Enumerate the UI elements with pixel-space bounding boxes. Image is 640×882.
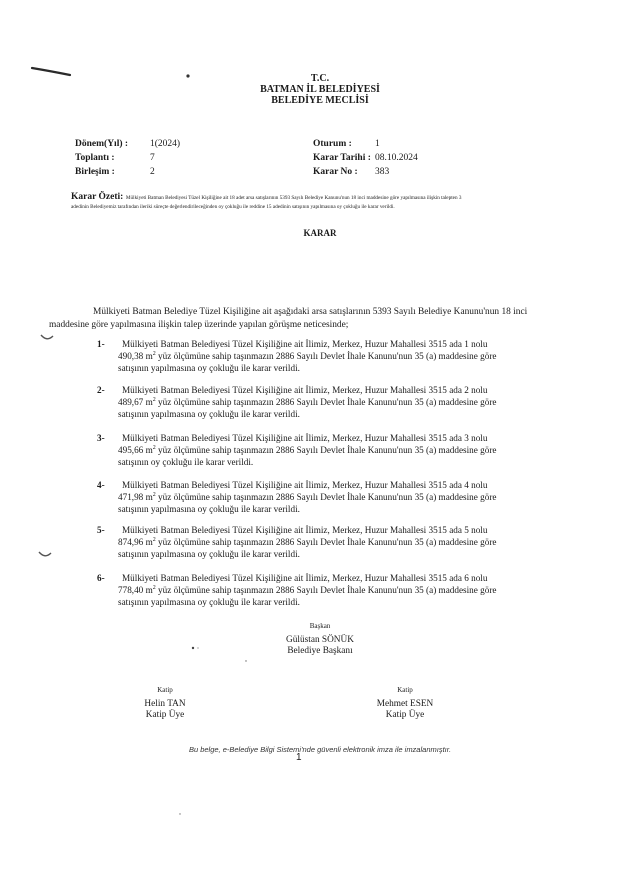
e-signature-note: Bu belge, e-Belediye Bilgi Sistemi'nde güvenli elektronik imza ile imzalanmıştır. — [188, 745, 452, 754]
item-number: 2- — [97, 385, 105, 395]
item-line3: satışının oy çokluğu ile karar verildi. — [118, 457, 254, 468]
item-area: 495,66 m — [118, 445, 153, 456]
binder-hole-mark-2 — [37, 550, 53, 560]
item-number: 6- — [97, 573, 105, 583]
item-line1: Mülkiyeti Batman Belediyesi Tüzel Kişiliğine ait İlimiz, Merkez, Huzur Mahallesi 3515 ada 2 nolu — [122, 385, 488, 395]
donem-value: 1(2024) — [150, 139, 181, 149]
item-area-superscript: 2 — [152, 585, 156, 592]
item-line2: yüz ölçümüne sahip taşınmazın 2886 Sayılı Devlet İhale Kanunu'nun 35 (a) maddesine göre — [155, 492, 497, 503]
item-number: 1- — [97, 339, 105, 349]
donem-label: Dönem(Yıl) : — [75, 139, 129, 149]
decision-title: KARAR — [303, 228, 337, 238]
item-area-superscript: 2 — [152, 492, 156, 499]
item-area: 874,96 m — [118, 537, 153, 548]
oturum-value: 1 — [375, 139, 380, 149]
item-area: 778,40 m — [118, 585, 153, 596]
clerk2-title: Katip Üye — [385, 710, 425, 720]
decision-item-2 — [97, 384, 567, 421]
item-number: 5- — [97, 525, 105, 535]
karar-no-label: Karar No : — [313, 167, 358, 177]
clerk1-signature-block — [110, 685, 220, 722]
decision-summary-label: Karar Özeti: — [71, 192, 124, 202]
karar-no-value: 383 — [375, 167, 390, 177]
header-municipality: BATMAN İL BELEDİYESİ — [260, 84, 380, 95]
clerk2-name: Mehmet ESEN — [376, 698, 434, 709]
clerk1-title: Katip Üye — [145, 710, 185, 720]
karar-tarihi-value: 08.10.2024 — [375, 153, 418, 163]
clerk1-role: Katip — [157, 686, 173, 694]
item-line1: Mülkiyeti Batman Belediyesi Tüzel Kişiliğine ait İlimiz, Merkez, Huzur Mahallesi 3515 ada 3 nolu — [122, 433, 488, 443]
item-line2: yüz ölçümüne sahip taşınmazın 2886 Sayılı Devlet İhale Kanunu'nun 35 (a) maddesine göre — [155, 537, 497, 548]
birlesim-value: 2 — [150, 167, 155, 177]
item-line3: satışının yapılmasına oy çokluğu ile karar verildi. — [118, 597, 300, 608]
clerk2-signature-block — [350, 685, 460, 722]
item-line1: Mülkiyeti Batman Belediyesi Tüzel Kişiliğine ait İlimiz, Merkez, Huzur Mahallesi 3515 ada 4 nolu — [122, 480, 488, 490]
decision-item-4 — [97, 479, 567, 516]
clerk1-name: Helin TAN — [144, 698, 186, 709]
item-number: 3- — [97, 433, 105, 443]
item-line2: yüz ölçümüne sahip taşınmazın 2886 Sayılı Devlet İhale Kanunu'nun 35 (a) maddesine göre — [155, 585, 497, 596]
item-line3: satışının yapılmasına oy çokluğu ile karar verildi. — [118, 549, 300, 560]
toplanti-value: 7 — [150, 153, 155, 163]
decision-summary-line1: Mülkiyeti Batman Belediyesi Tüzel Kişiliğine ait 18 adet arsa satışlarının 5393 Sayılı Belediye Kanunu'nun 18 inci maddesine göre yapılmasına ilişkin talepten 3 — [125, 195, 462, 201]
oturum-label: Oturum : — [313, 139, 352, 149]
president-role: Başkan — [309, 622, 331, 630]
scan-dot-small — [244, 659, 248, 663]
item-line3: satışının yapılmasına oy çokluğu ile karar verildi. — [118, 504, 300, 515]
item-area: 471,98 m — [118, 492, 153, 503]
decision-summary-line2: adedinin Belediyemiz tarafından ileriki süreçte değerlendirileceğinden oy çokluğu ile reddine 15 adedinin satışının yapılmasına oy çokluğu ile karar verildi. — [71, 204, 395, 210]
header-council: BELEDİYE MECLİSİ — [271, 95, 369, 106]
item-area: 489,67 m — [118, 397, 153, 408]
item-line2: yüz ölçümüne sahip taşınmazın 2886 Sayılı Devlet İhale Kanunu'nun 35 (a) maddesine göre — [155, 351, 497, 362]
president-name: Gülüstan SÖNÜK — [286, 634, 354, 645]
item-number: 4- — [97, 480, 105, 490]
item-line1: Mülkiyeti Batman Belediyesi Tüzel Kişiliğine ait İlimiz, Merkez, Huzur Mahallesi 3515 ada 6 nolu — [122, 573, 488, 583]
clerk2-role: Katip — [397, 686, 413, 694]
binder-hole-mark-1 — [39, 333, 55, 343]
item-area: 490,38 m — [118, 351, 153, 362]
item-area-superscript: 2 — [152, 537, 156, 544]
scan-dot-bottom — [178, 812, 182, 816]
item-area-superscript: 2 — [152, 397, 156, 404]
intro-paragraph — [49, 306, 571, 331]
karar-tarihi-label: Karar Tarihi : — [313, 153, 371, 163]
decision-item-5 — [97, 524, 567, 561]
item-area-superscript: 2 — [152, 445, 156, 452]
item-line2: yüz ölçümüne sahip taşınmazın 2886 Sayılı Devlet İhale Kanunu'nun 35 (a) maddesine göre — [155, 397, 497, 408]
header-tc: T.C. — [310, 73, 330, 84]
scan-dot-middle — [190, 645, 202, 651]
toplanti-label: Toplantı : — [75, 153, 115, 163]
intro-line2: maddesine göre yapılmasına ilişkin talep üzerinde yapılan görüşme neticesinde; — [49, 319, 349, 330]
president-signature-block — [220, 621, 420, 658]
item-line1: Mülkiyeti Batman Belediyesi Tüzel Kişiliğine ait İlimiz, Merkez, Huzur Mahallesi 3515 ada 5 nolu — [122, 525, 488, 535]
item-line3: satışının yapılmasına oy çokluğu ile karar verildi. — [118, 363, 300, 374]
decision-item-6 — [97, 572, 567, 609]
intro-line1: Mülkiyeti Batman Belediye Tüzel Kişiliğine ait aşağıdaki arsa satışlarının 5393 Sayılı Belediye Kanunu'nun 18 inci — [93, 307, 528, 317]
page-number: 1 — [296, 752, 302, 763]
birlesim-label: Birleşim : — [75, 167, 115, 177]
item-line1: Mülkiyeti Batman Belediyesi Tüzel Kişiliğine ait İlimiz, Merkez, Huzur Mahallesi 3515 ada 1 nolu — [122, 339, 488, 349]
decision-item-3 — [97, 432, 567, 469]
item-line3: satışının yapılmasına oy çokluğu ile karar verildi. — [118, 409, 300, 420]
president-title: Belediye Başkanı — [287, 646, 353, 656]
item-area-superscript: 2 — [152, 351, 156, 358]
decision-summary — [71, 193, 571, 212]
decision-item-1 — [97, 338, 567, 375]
item-line2: yüz ölçümüne sahip taşınmazın 2886 Sayılı Devlet İhale Kanunu'nun 35 (a) maddesine göre — [155, 445, 497, 456]
